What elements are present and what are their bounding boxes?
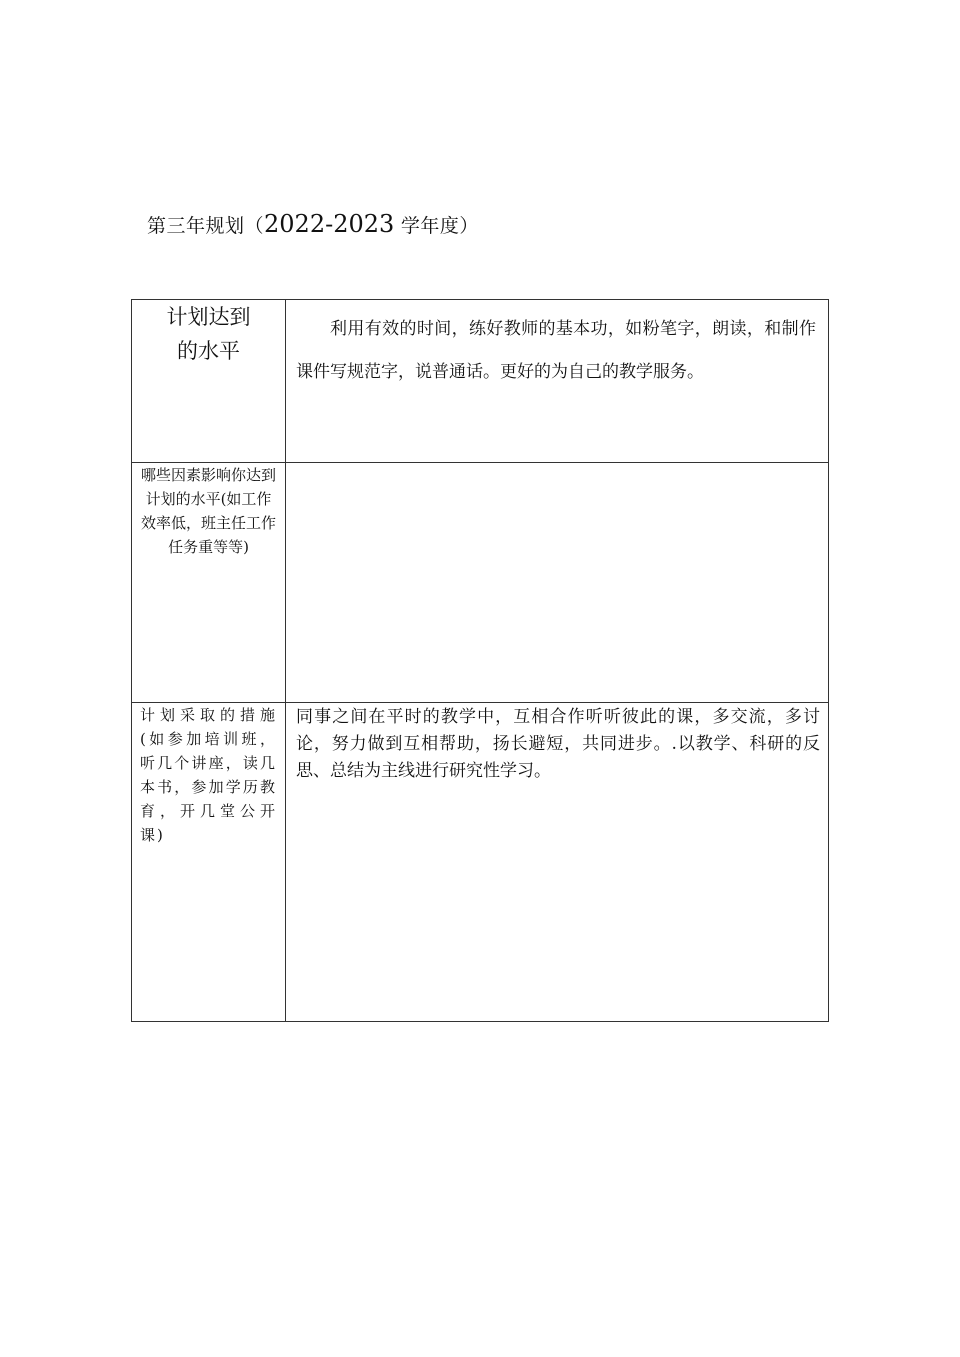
page-title [147,210,479,238]
label-target-level [132,300,285,368]
title-prefix: 第三年规划（ [147,215,265,237]
label-cell-influencing-factors [132,463,286,703]
label-target-level-line-2: 的水平 [177,339,240,363]
content-influencing-factors [286,463,828,464]
content-cell-influencing-factors [286,463,829,703]
content-target-level: 利用有效的时间，练好教师的基本功，如粉笔字，朗读，和制作课件写规范字，说普通话。更好的为自己的教学服务。 [296,319,816,382]
title-year: 2022-2023 [264,210,395,238]
content-cell-measures [286,703,829,1022]
title-suffix: 学年度） [400,215,479,237]
label-measures: 计划采取的措施(如参加培训班，听几个讲座，读几本书，参加学历教育，开几堂公开课) [140,706,277,844]
table-row-influencing-factors [132,463,829,703]
label-cell-measures [132,703,286,1022]
label-target-level-line-1: 计划达到 [166,305,251,329]
table-row-measures [132,703,829,1022]
plan-table [131,299,829,1022]
table-row-target-level [132,300,829,463]
content-cell-target-level [286,300,829,463]
label-influencing-factors: 哪些因素影响你达到计划的水平(如工作效率低，班主任工作任务重等等) [140,466,276,556]
label-cell-target-level [132,300,286,463]
content-measures: 同事之间在平时的教学中，互相合作听听彼此的课，多交流，多讨论，努力做到互相帮助，扬长避短，共同进步。.以教学、科研的反思、总结为主线进行研究性学习。 [296,707,820,781]
